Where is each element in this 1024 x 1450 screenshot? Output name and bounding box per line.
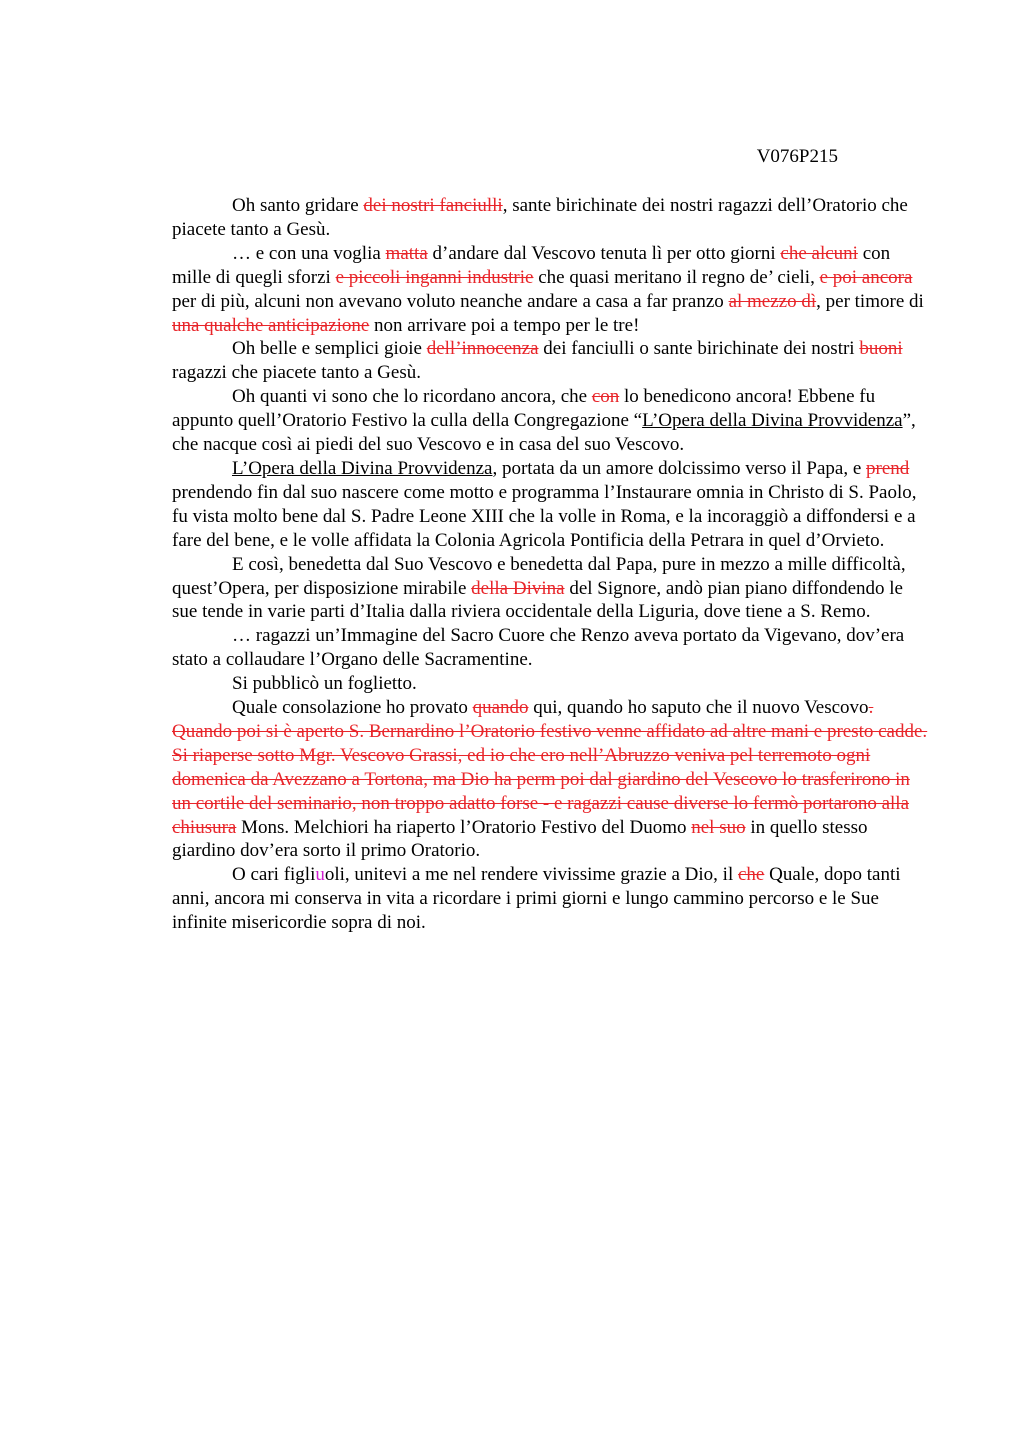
paragraph xyxy=(172,672,928,696)
text-run: ragazzi che piacete tanto a Gesù. xyxy=(172,362,421,384)
deleted-text: al mezzo dì xyxy=(728,290,817,312)
text-run: prendendo fin dal suo nascere come motto e programma l’Instaurare omnia in Christo di S. Paolo, fu vista molto bene dal S. Padre Leone XIII che la volle in Roma, e la incoraggiò a diffondersi e a fare del bene, e le volle affidata la Colonia Agricola Pontificia della Petrara in quel d’Orvieto. xyxy=(172,481,917,551)
text-run: … e con una voglia xyxy=(232,242,386,264)
text-run: Quale, dopo tanti anni, ancora mi conserva in vita a ricordare i primi giorni e lungo cammino percorso e le Sue infinite misericordie sopra di noi. xyxy=(172,864,901,934)
text-run: non arrivare poi a tempo per le tre! xyxy=(369,314,640,336)
document-body xyxy=(172,194,928,935)
text-run: O cari figli xyxy=(232,864,316,886)
deleted-text: buoni xyxy=(859,338,903,360)
text-run: Mons. Melchiori ha riaperto l’Oratorio Festivo del Duomo xyxy=(236,816,692,838)
text-run: , portata da un amore dolcissimo verso il Papa, e xyxy=(492,457,867,479)
text-run: Oh santo gridare xyxy=(232,195,364,216)
text-run: che quasi meritano il regno de’ cieli, xyxy=(533,266,820,288)
text-run: Si pubblicò un foglietto. xyxy=(232,673,417,695)
deleted-text: con xyxy=(591,386,620,408)
paragraph xyxy=(172,696,928,863)
underlined-text: L’Opera della Divina Provvidenza xyxy=(642,410,903,432)
deleted-text: . Quando poi si è aperto S. Bernardino l’Oratorio festivo venne affidato ad altre mani e presto cadde. Si riaperse sotto Mgr. Vescovo Grassi, ed io che ero nell’Abruzzo veniva pel terremoto ogni domenica da Avezzano a Tortona, ma Dio ha perm poi dal giardino del Vescovo lo trasferirono in un cortile del seminario, non troppo adatto forse - e ragazzi cause diverse lo fermò portarono alla chiusura xyxy=(172,697,928,838)
text-run: oli, unitevi a me nel rendere vivissime grazie a Dio, il xyxy=(324,864,738,886)
text-run: qui, quando ho saputo che il nuovo Vescovo xyxy=(528,697,869,719)
deleted-text: che alcuni xyxy=(780,242,858,264)
text-run: ”, che nacque così ai piedi del suo Vescovo e in casa del suo Vescovo. xyxy=(172,410,916,456)
text-run: Oh belle e semplici gioie xyxy=(232,338,427,360)
text-run: d’andare dal Vescovo tenuta lì per otto giorni xyxy=(427,242,781,264)
deleted-text: dell’innocenza xyxy=(426,338,539,360)
paragraph xyxy=(172,553,928,625)
deleted-text: della Divina xyxy=(471,577,565,599)
deleted-text: e piccoli inganni industrie xyxy=(335,266,534,288)
text-run: , per timore di xyxy=(816,290,924,312)
text-run: E così, benedetta dal Suo Vescovo e benedetta dal Papa, pure in mezzo a mille difficoltà, quest’Opera, per disposizione mirabile xyxy=(172,553,906,599)
deleted-text: nel suo xyxy=(691,816,746,838)
deleted-text: una qualche anticipazione xyxy=(172,314,370,336)
paragraph xyxy=(172,624,928,672)
paragraph xyxy=(172,337,928,385)
paragraph xyxy=(172,385,928,457)
text-run: con mille di quegli sforzi xyxy=(172,242,891,288)
paragraph xyxy=(172,194,928,242)
underlined-text: L’Opera della Divina Provvidenza xyxy=(232,457,493,479)
deleted-text: e poi ancora xyxy=(819,266,913,288)
deleted-text: quando xyxy=(472,697,529,719)
inserted-text: u xyxy=(315,864,325,886)
text-run: Quale consolazione ho provato xyxy=(232,697,473,719)
text-run: per di più, alcuni non avevano voluto neanche andare a casa a far pranzo xyxy=(172,290,729,312)
document-code: V076P215 xyxy=(756,146,838,167)
text-run: Oh quanti vi sono che lo ricordano ancora, che xyxy=(232,386,592,408)
text-run: in quello stesso giardino dov’era sorto il primo Oratorio. xyxy=(172,816,868,862)
deleted-text: dei nostri fanciulli xyxy=(363,195,503,216)
paragraph xyxy=(172,863,928,935)
deleted-text: prend xyxy=(866,457,910,479)
text-run: dei fanciulli o sante birichinate dei nostri xyxy=(538,338,860,360)
deleted-text: che xyxy=(737,864,765,886)
paragraph xyxy=(172,457,928,553)
text-run: del Signore, andò pian piano diffondendo le sue tende in varie parti d’Italia dalla riviera occidentale della Liguria, dove tiene a S. Remo. xyxy=(172,577,903,623)
text-run: lo benedicono ancora! Ebbene fu appunto quell’Oratorio Festivo la culla della Congregazione “ xyxy=(172,386,876,432)
deleted-text: matta xyxy=(385,242,428,264)
text-run: , sante birichinate dei nostri ragazzi dell’Oratorio che piacete tanto a Gesù. xyxy=(172,195,908,240)
text-run: … ragazzi un’Immagine del Sacro Cuore che Renzo aveva portato da Vigevano, dov’era stato a collaudare l’Organo delle Sacramentine. xyxy=(172,625,905,671)
paragraph xyxy=(172,242,928,338)
